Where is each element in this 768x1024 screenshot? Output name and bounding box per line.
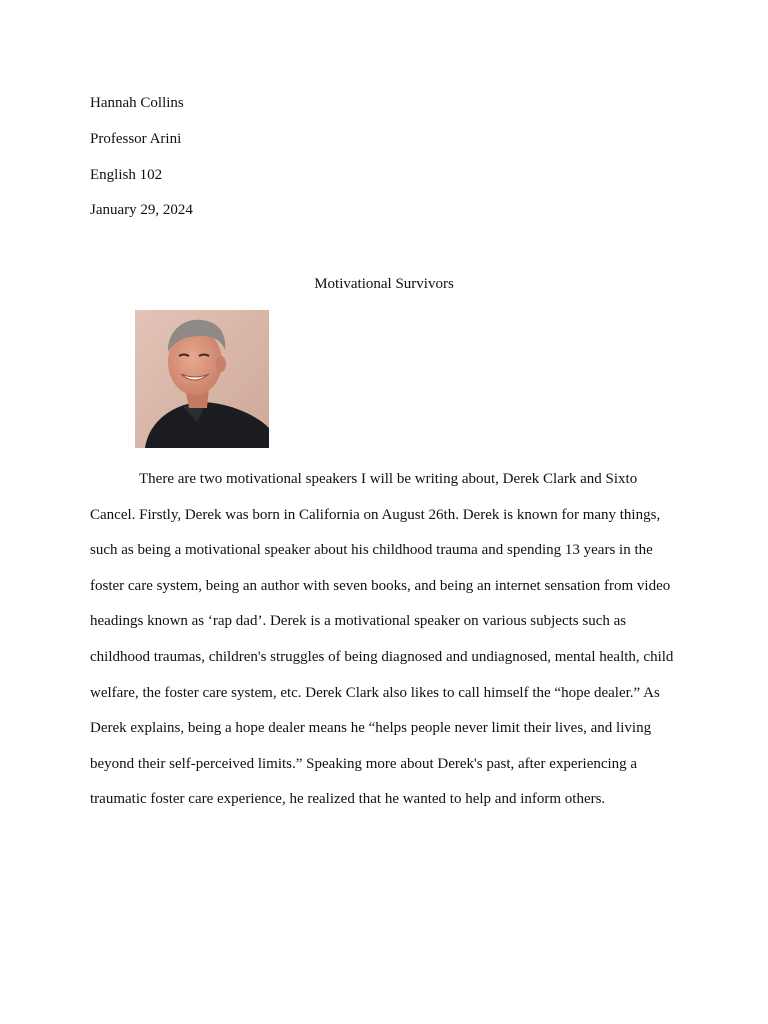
portrait-photo bbox=[135, 310, 269, 448]
date: January 29, 2024 bbox=[90, 202, 193, 218]
body-paragraph: There are two motivational speakers I will be writing about, Derek Clark and Sixto Cancel. Firstly, Derek was born in California on August 26th. Derek is known for many things, such as being a motivational speaker about his childhood trauma and spending 13 years in the foster care system, being an author with seven books, and being an internet sensation from video headings known as ‘rap dad’. Derek is a motivational speaker on various subjects such as childhood traumas, children's struggles of being diagnosed and undiagnosed, mental health, child welfare, the foster care system, etc. Derek Clark also likes to call himself the “hope dealer.” As Derek explains, being a hope dealer means he “helps people never limit their lives, and living beyond their self-perceived limits.” Speaking more about Derek's past, after experiencing a traumatic foster care experience, he realized that he wanted to help and inform others. bbox=[90, 471, 674, 808]
author-name: Hannah Collins bbox=[90, 95, 184, 111]
course-name: English 102 bbox=[90, 167, 163, 183]
portrait-photo-icon bbox=[135, 310, 269, 448]
essay-title: Motivational Survivors bbox=[314, 276, 454, 292]
professor-name: Professor Arini bbox=[90, 131, 182, 147]
